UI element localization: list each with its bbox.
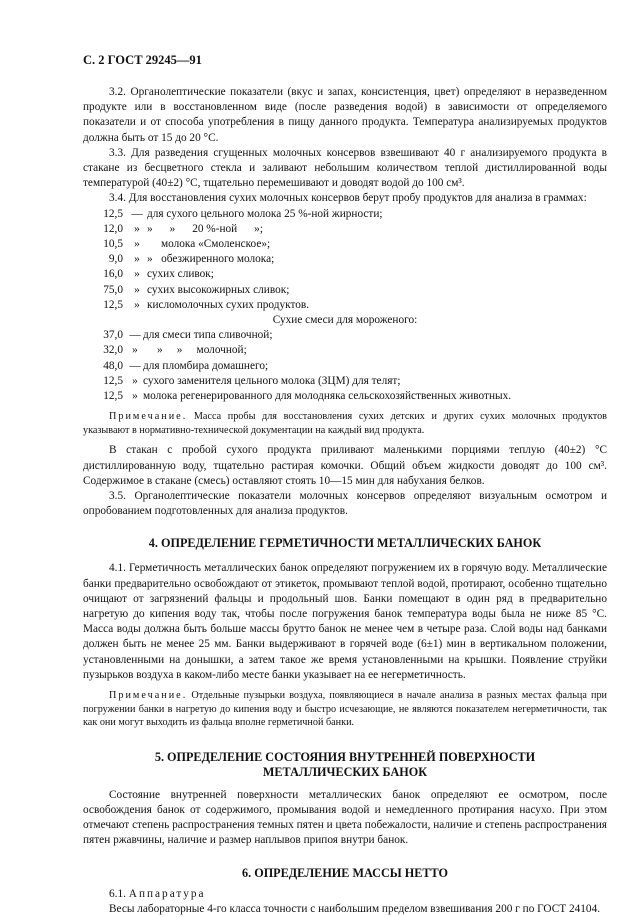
paragraph-4-1: 4.1. Герметичность металлических банок определяют погружением их в горячую воду. Металлические банки предварительно освобождают от этикеток, промывают теплой водой, протирают, особенно тщательно очищают от загрязнений фальцы и продольный шов. Банки помещают в один ряд в предварительно нагретую до кипения воду так, чтобы после погружения банок температура воды была не ниже 85 °С. Масса воды должна быть больше массы брутто банок не менее чем в четыре раза. Слой воды над банками должен быть не менее 25 мм. Банки выдерживают в горячей воде (6±1) мин в вертикальном положении, установленными на донышки, а затем такое же время установленными на крышки. Появление струйки пузырьков воздуха в каком-либо месте банки указывает на ее негерметичность. (83, 562, 607, 681)
sample-table-dry-milk (83, 207, 607, 313)
paragraph-3-3: 3.3. Для разведения сгущенных молочных консервов взвешивают 40 г анализируемого продукта в стакане из бесцветного стекла и заливают небольшим количеством теплой дистиллированной воды температурой (40±2) °С, тщательно перемешивают и доводят водой до 100 см³. (83, 146, 607, 190)
table-row: 75,0 » сухих высокожирных сливок; (103, 283, 290, 296)
table-row: 10,5 » молока «Смоленское»; (103, 238, 271, 251)
subheading-ice-cream-mixes: Сухие смеси для мороженого: (272, 314, 418, 327)
table-row: 12,5 — для сухого цельного молока 25 %-ной жирности; (103, 207, 383, 220)
section-5-heading-line-1: 5. ОПРЕДЕЛЕНИЕ СОСТОЯНИЯ ВНУТРЕННЕЙ ПОВЕРХНОСТИ (154, 749, 536, 764)
paragraph-glass: В стакан с пробой сухого продукта приливают маленькими порциями теплую (40±2) °С дистиллированную воду, тщательно растирая комочки. Общий объем жидкости доводят до 100 см³. Содержимое в стакане (смесь) оставляют стоять 10—15 мин для набухания белков. (83, 444, 607, 487)
note-2: Примечание. Отдельные пузырьки воздуха, появляющиеся в начале анализа в разных местах фальца при погружении банки в нагретую до кипения воду и быстро исчезающие, не являются показателем негерметичности, так как они могут выходить из фальца вполне герметичной банки. (83, 690, 607, 729)
page-body (83, 85, 607, 917)
table-row: 32,0 » » » молочной; (103, 344, 247, 357)
paragraph-3-2: 3.2. Органолептические показатели (вкус и запах, консистенция, цвет) определяют в неразведенном продукте или в восстановленном виде (после разведения водой) в зависимости от определяемого показатели и от способа употребления в пищу данного продукта. Температура анализируемых продуктов должна быть от 15 до 20 °С. (83, 86, 607, 144)
table-row: 12,0 » » » 20 %-ной »; (103, 222, 263, 235)
section-6-heading: 6. ОПРЕДЕЛЕНИЕ МАССЫ НЕТТО (242, 865, 448, 880)
table-row: 48,0 — для пломбира домашнего; (103, 359, 269, 372)
paragraph-6-1-text: Весы лабораторные 4-го класса точности с наибольшим пределом взвешивания 200 г по ГОСТ 24104. (109, 902, 601, 915)
paragraph-6-1-title: 6.1. Аппаратура (109, 887, 206, 900)
paragraph-5: Состояние внутренней поверхности металлических банок определяют ее осмотром, после освобождения банок от содержимого, промывания водой и немедленного протирания насухо. При этом отмечают степень распространения темных пятен и цвета побежалости, наличие и степень распространения пятен ржавчины, наличие и размер наплывов припоя внутри банок. (83, 788, 607, 847)
note-1: Примечание. Масса пробы для восстановления сухих детских и других сухих молочных продуктов указывают в нормативно-технической документации на каждый вид продукта. (83, 411, 607, 436)
table-row: 37,0 — для смеси типа сливочной; (103, 329, 273, 342)
page-header: С. 2 ГОСТ 29245—91 (83, 53, 202, 67)
section-5-heading (83, 750, 607, 780)
section-4-heading: 4. ОПРЕДЕЛЕНИЕ ГЕРМЕТИЧНОСТИ МЕТАЛЛИЧЕСКИХ БАНОК (148, 536, 542, 551)
table-row: 9,0 » » обезжиренного молока; (108, 253, 275, 266)
paragraph-3-4: 3.4. Для восстановления сухих молочных консервов берут пробу продуктов для анализа в граммах: (109, 192, 587, 205)
section-5-heading-line-2: МЕТАЛЛИЧЕСКИХ БАНОК (262, 764, 428, 779)
paragraph-3-5: 3.5. Органолептические показатели молочных консервов определяют визуальным осмотром и опробованием подготовленных для анализа продуктов. (83, 490, 607, 518)
table-row: 16,0 » сухих сливок; (103, 268, 214, 281)
table-row: 12,5 » молока регенерированного для молодняка сельскохозяйственных животных. (103, 390, 512, 403)
sample-table-ice-cream (83, 328, 607, 404)
table-row: 12,5 » кисломолочных сухих продуктов. (103, 298, 310, 311)
table-row: 12,5 » сухого заменителя цельного молока (ЗЦМ) для телят; (103, 374, 401, 387)
